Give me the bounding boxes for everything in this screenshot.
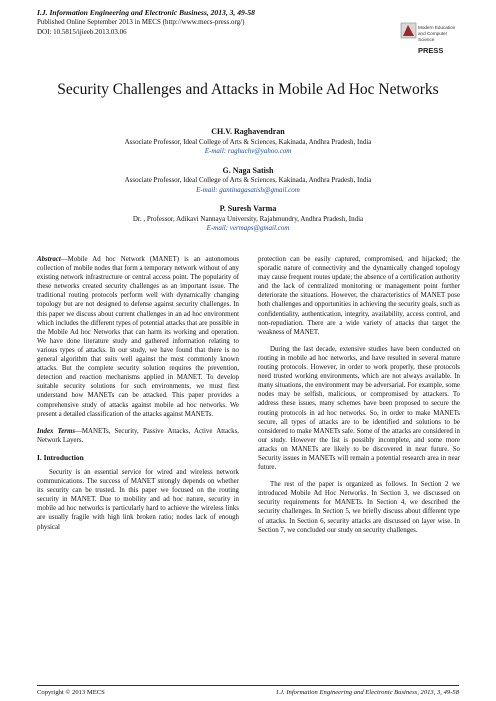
published-online-line: Published Online September 2013 in MECS (http://www.mecs-press.org/) — [37, 18, 245, 26]
abstract-paragraph: Abstract—Mobile Ad hoc Network (MANET) is an autonomous collection of mobile nodes that form a temporary network without of any existing network infrastructure or central access point. The popularity of these networks created security challenges as an important issue. The traditional routing protocols perform well with dynamically changing topology but are not designed to defense against security challenges. In this paper we discuss about current challenges in an ad hoc environment which includes the different types of potential attacks that are possible in the Mobile Ad hoc Networks that can harm its working and operation. We have done literature study and gathered information relating to various types of attacks. In our study, we have found that there is no general algorithm that suits well against the most commonly known attacks. But the complete security solution requires the prevention, detection and reaction mechanisms applied in MANET. To develop suitable security solutions for such environments, we must first understand how MANETs can be attacked. This paper provides a comprehensive study of attacks against mobile ad hoc networks. We present a detailed classification of the attacks against MANETs. — [37, 256, 239, 418]
doi-line: DOI: 10.5815/ijieeb.2013.03.06 — [37, 27, 127, 36]
logo-text-press: PRESS — [418, 46, 444, 55]
right-paragraph-3: The rest of the paper is organized as follows. In Section 2 we introduced Mobile Ad Hoc Networks. In Section 3, we discussed on security requirements for MANETs. In Section 4, we described the security challenges. In Section 5, we briefly discuss about different type of attacks. In Section 6, security attacks are discussed on layer wise. In Section 7, we concluded our study on security challenges. — [258, 481, 460, 534]
author-affiliation: Dr. , Professor, Adikavi Nannaya University, Rajahmundry, Andhra Pradesh, India — [132, 214, 364, 223]
introduction-paragraph-1: Security is an essential service for wired and wireless network communications. The success of MANET strongly depends on whether its security can be trusted. In this paper we focused on the routing security in MANET. Due to mobility and ad hoc nature, security in mobile ad hoc networks is particularly hard to achieve the wireless links are usually fragile with high link broken ratio; nodes lack of enough physical — [37, 468, 239, 531]
mecs-press-logo — [400, 20, 456, 62]
page-footer — [37, 685, 459, 697]
journal-title-line: I.J. Information Engineering and Electronic Business, 2013, 3, 49-58 — [37, 8, 255, 17]
journal-header — [37, 8, 367, 37]
author-email[interactable]: E-mail: vermaps@gmail.com — [206, 224, 290, 232]
index-terms-paragraph: Index Terms—MANETs, Security, Passive Attacks, Active Attacks, Network Layers. — [37, 427, 240, 444]
author-name: G. Naga Satish — [222, 165, 274, 175]
author-name: P. Suresh Varma — [219, 204, 277, 213]
author-email[interactable]: E-mail: raghuchv@yahoo.com — [204, 147, 292, 155]
author-2 — [30, 166, 466, 196]
left-column — [37, 255, 239, 540]
logo-text-line-3: Science — [418, 37, 435, 42]
paper-title: Security Challenges and Attacks in Mobile Ad Hoc Networks — [57, 81, 439, 98]
right-paragraph-2: During the last decade, extensive studies have been conducted on routing in mobile ad hoc networks, and have resulted in several mature routing protocols. However, in order to work properly, these protocols need trusted working environments, which are not always available. In many situations, the environment may be adversarial. For example, some nodes may be selfish, malicious, or compromised by attackers. To address these issues, many schemes have been proposed to secure the routing protocols in ad hoc networks. So, in order to make MANETs secure, all types of attacks are to be identified and solutions to be considered to make MANETs safe. Some of the attacks are considered in our study. However the list is possibly incomplete, and some more attacks on MANETs are likely to be discovered in near future. So Security issues in MANETs will remain a potential research area in near future. — [258, 345, 460, 472]
footer-journal: I.J. Information Engineering and Electronic Business, 2013, 3, 49-58 — [276, 689, 459, 696]
index-terms-label: Index Terms — [37, 427, 76, 435]
section-heading-introduction: I. Introduction — [37, 452, 84, 462]
author-1 — [30, 127, 466, 157]
abstract-text: Mobile Ad hoc Network (MANET) is an autonomous collection of mobile nodes that form a temporary network without of any existing network infrastructure or central access point. The popularity of these networks created security challenges as an important issue. The traditional routing protocols perform well with dynamically changing topology but are not designed to defense against security challenges. In this paper we discuss about current challenges in an ad hoc environment which includes the different types of potential attacks that are possible in the Mobile Ad hoc Networks that can harm its working and operation. We have done literature study and gathered information relating to various types of attacks. In our study, we have found that there is no general algorithm that suits well against the most commonly known attacks. But the complete security solution requires the prevention, detection and reaction mechanisms applied in MANET. To develop suitable security solutions for such environments, we must first understand how MANETs can be attacked. This paper provides a comprehensive study of attacks against mobile ad hoc networks. We present a detailed classification of the attacks against MANETs. — [37, 256, 239, 418]
footer-copyright: Copyright © 2013 MECS — [37, 689, 105, 696]
author-block — [30, 127, 466, 243]
logo-text-line-2: and Computer — [418, 31, 448, 36]
index-terms-text: MANETs, Security, Passive Attacks, Active Attacks, Network Layers. — [37, 427, 240, 444]
abstract-label: Abstract — [37, 256, 61, 263]
author-3 — [30, 204, 466, 234]
author-affiliation: Associate Professor, Ideal College of Arts & Sciences, Kakinada, Andhra Pradesh, India — [124, 176, 372, 184]
author-email[interactable]: E-mail: gantinagasatish@gmail.com — [196, 185, 300, 194]
author-name: CH.V. Raghavendran — [211, 127, 285, 136]
logo-text-line-1: Modern Education — [418, 25, 456, 30]
right-column — [258, 255, 460, 543]
right-paragraph-1: protection can be easily captured, compromised, and hijacked; the sporadic nature of connectivity and the dynamically changed topology may cause frequent routes update; the absence of a certification authority and the lack of centralized monitoring or management point further deteriorate the situations. However, the characteristics of MANET pose both challenges and opportunities in achieving the security goals, such as confidentiality, authentication, integrity, availability, access control, and non-repudiation. There are a wide variety of attacks that target the weakness of MANET. — [258, 256, 460, 336]
author-affiliation: Associate Professor, Ideal College of Arts & Sciences, Kakinada, Andhra Pradesh, India — [124, 137, 372, 146]
